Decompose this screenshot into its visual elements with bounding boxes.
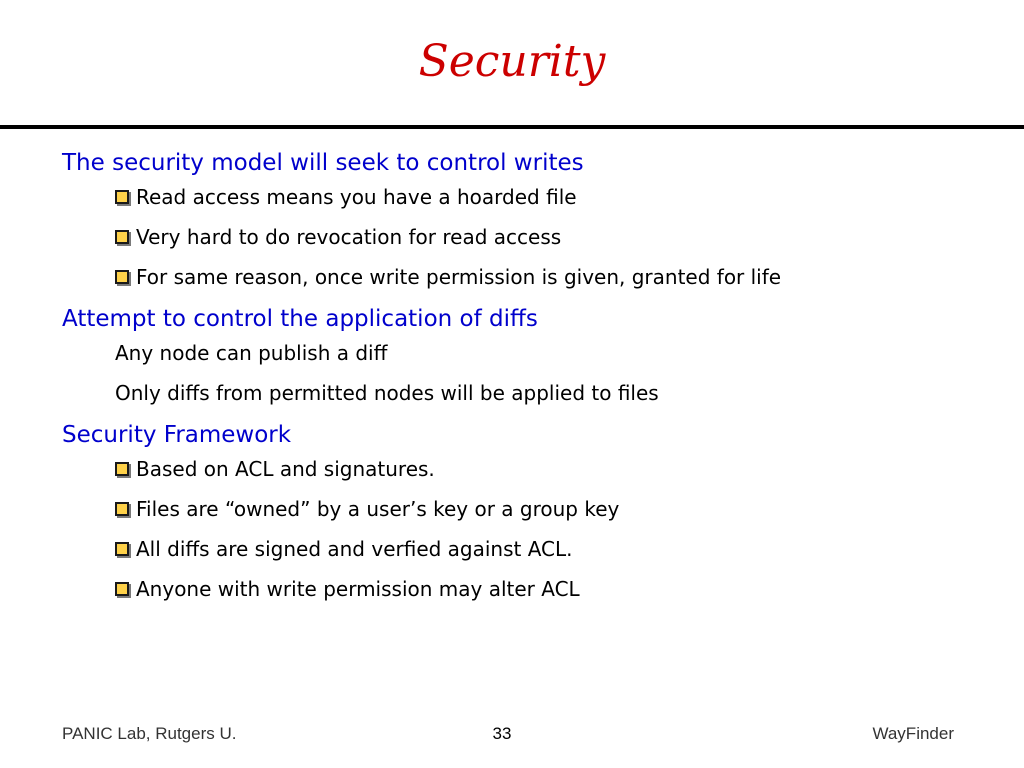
section-security-model	[0, 148, 1024, 290]
list-item-text: Read access means you have a hoarded file	[136, 185, 577, 209]
list-item-text: All diffs are signed and verfied against ACL.	[136, 537, 573, 561]
section-framework	[0, 420, 1024, 602]
slide-title: Security	[418, 36, 606, 87]
list-item	[0, 264, 1024, 290]
title-divider	[0, 125, 1024, 129]
square-bullet-icon	[115, 502, 129, 516]
square-bullet-icon	[115, 270, 129, 284]
list-item-text: Only diffs from permitted nodes will be applied to files	[115, 381, 659, 405]
square-bullet-icon	[115, 462, 129, 476]
list-item	[0, 496, 1024, 522]
section-heading: The security model will seek to control writes	[62, 150, 584, 176]
list-item-text: Very hard to do revocation for read access	[136, 225, 562, 249]
page-number: 33	[492, 724, 512, 743]
section-heading: Security Framework	[62, 422, 292, 448]
slide-content	[0, 140, 1024, 616]
square-bullet-icon	[115, 582, 129, 596]
list-item	[0, 576, 1024, 602]
square-bullet-icon	[115, 542, 129, 556]
square-bullet-icon	[115, 230, 129, 244]
list-item-text: Any node can publish a diff	[115, 341, 388, 365]
section-diffs	[0, 304, 1024, 406]
list-item	[0, 380, 1024, 406]
list-item-text: For same reason, once write permission is given, granted for life	[136, 265, 782, 289]
list-item-text: Files are “owned” by a user’s key or a group key	[136, 497, 620, 521]
list-item	[0, 184, 1024, 210]
list-item	[0, 456, 1024, 482]
square-bullet-icon	[115, 190, 129, 204]
footer-project-name: WayFinder	[872, 724, 954, 743]
slide-footer	[0, 724, 1024, 748]
list-item-text: Based on ACL and signatures.	[136, 457, 435, 481]
list-item-text: Anyone with write permission may alter ACL	[136, 577, 580, 601]
footer-organization: PANIC Lab, Rutgers U.	[62, 724, 237, 743]
list-item	[0, 224, 1024, 250]
section-heading: Attempt to control the application of diffs	[62, 306, 538, 332]
list-item	[0, 536, 1024, 562]
list-item	[0, 340, 1024, 366]
